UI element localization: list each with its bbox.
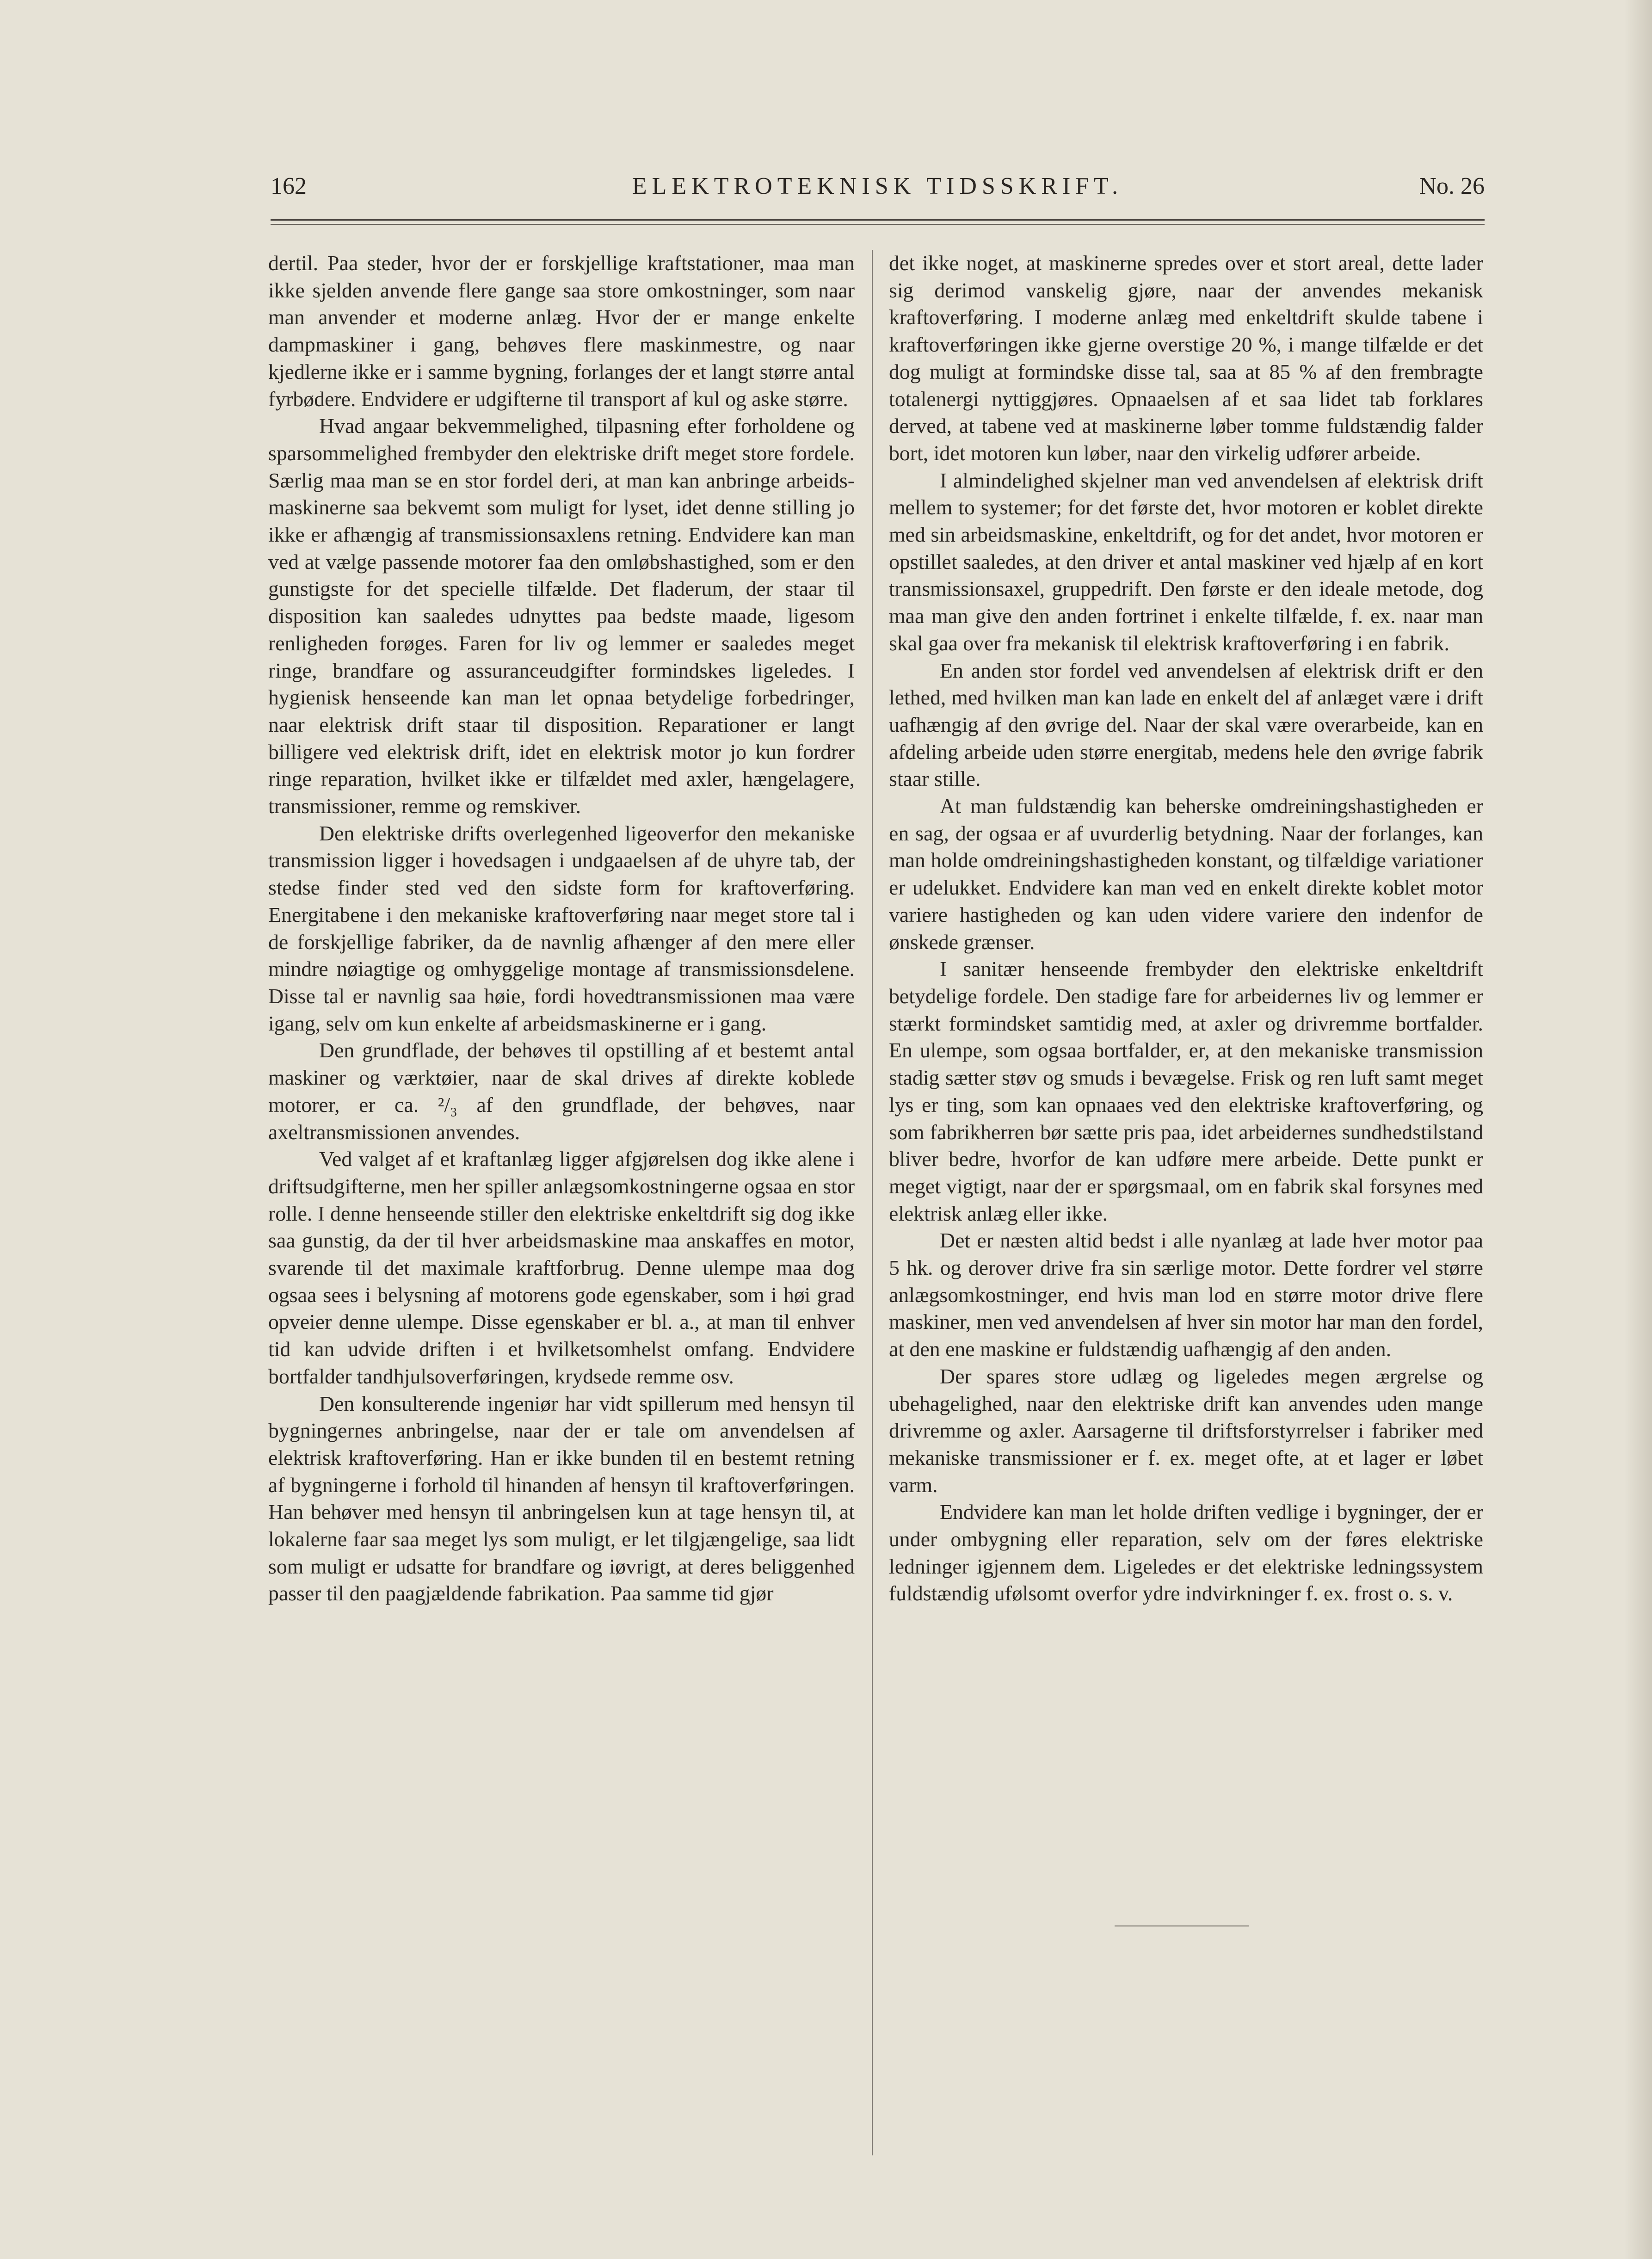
paragraph: Den grundflade, der behøves til opstilling af et bestemt antal maskiner og værktøier, naar de skal drives af direkte koblede motorer, er ca. ²/₃ af den grundflade, der behøves, naar axeltransmissionen anvendes.	[268, 1038, 855, 1144]
paragraph: Den konsulterende ingeniør har vidt spillerum med hensyn til bygningernes anbringelse, naar der er tale om anvendelsen af elektrisk kraftoverføring. Han er ikke bunden til en bestemt retning af bygningerne i forhold til hinanden af hensyn til kraftoverføringen. Han behøver med hensyn til anbringelsen kun at tage hensyn til, at lokalerne faar saa meget lys som muligt, er let tilgjængelige, saa lidt som muligt er udsatte for brandfare og iøvrigt, at deres beliggenhed passer til den paagjældende fabrikation. Paa samme tid gjør	[268, 1391, 855, 1605]
paragraph: Ved valget af et kraftanlæg ligger afgjørelsen dog ikke alene i driftsudgifterne, men her spiller anlægsomkostningerne ogsaa en stor rolle. I denne henseende stiller den elektriske enkeltdrift sig dog ikke saa gunstig, da der til hver arbeidsmaskine maa anskaffes en motor, svarende til det maximale kraftforbrug. Denne ulempe maa dog ogsaa sees i belysning af motorens gode egenskaber, som i høi grad opveier denne ulempe. Disse egenskaber er bl. a., at man til enhver tid kan udvide driften i et hvilketsomhelst omfang. Endvidere bortfalder tandhjulsoverføringen, krydsede remme osv.	[268, 1147, 855, 1388]
paragraph: Endvidere kan man let holde driften vedlige i bygninger, der er under ombygning eller reparation, selv om der føres elektriske ledninger igjennem dem. Ligeledes er det elektriske ledningssystem fuldstændig ufølsomt overfor ydre indvirkninger f. ex. frost o. s. v.	[889, 1500, 1483, 1605]
paragraph: dertil. Paa steder, hvor der er forskjellige kraftstationer, maa man ikke sjelden anvende flere gange saa store omkostninger, som naar man anvender et moderne anlæg. Hvor der er mange enkelte dampmaskiner i gang, behøves flere maskinmestre, og naar kjedlerne ikke er i samme bygning, forlanges der et langt større antal fyrbødere. Endvidere er udgifterne til transport af kul og aske større.	[268, 251, 855, 411]
journal-title: ELEKTROTEKNISK TIDSSKRIFT.	[632, 173, 1123, 199]
right-column	[889, 250, 1483, 1607]
paragraph: det ikke noget, at maskinerne spredes over et stort areal, dette lader sig derimod vanskelig gjøre, naar der anvendes mekanisk kraftoverføring. I moderne anlæg med enkeltdrift skulde tabene i kraftoverføringen ikke gjerne overstige 20 %, i mange tilfælde er det dog muligt at formindske disse tal, saa at 85 % af den frembragte totalenergi nyttiggjøres. Opnaaelsen af et saa lidet tab forklares derved, at tabene ved at maskinerne løber tomme fuldstændig falder bort, idet motoren kun løber, naar den virkelig udfører arbeide.	[889, 251, 1483, 465]
paragraph: I almindelighed skjelner man ved anvendelsen af elektrisk drift mellem to systemer; for det første det, hvor motoren er koblet direkte med sin arbeidsmaskine, enkeltdrift, og for det andet, hvor motoren er opstillet saaledes, at den driver et antal maskiner ved hjælp af en kort transmissionsaxel, gruppedrift. Den første er den ideale metode, dog maa man give den anden fortrinet i enkelte tilfælde, f. ex. naar man skal gaa over fra mekanisk til elektrisk kraftoverføring i en fabrik.	[889, 468, 1483, 655]
page-number: 162	[271, 173, 307, 199]
issue-number: No. 26	[1419, 173, 1485, 199]
column-divider	[872, 250, 873, 2155]
paragraph: At man fuldstændig kan beherske omdreiningshastigheden er en sag, der ogsaa er af uvurderlig betydning. Naar der forlanges, kan man holde omdreiningshastigheden konstant, og tilfældige variationer er udelukket. Endvidere kan man ved en enkelt direkte koblet motor variere hastigheden og kan uden videre variere den indenfor de ønskede grænser.	[889, 794, 1483, 954]
paragraph: I sanitær henseende frembyder den elektriske enkeltdrift betydelige fordele. Den stadige fare for arbeidernes liv og lemmer er stærkt formindsket samtidig med, at axler og drivremme bortfalder. En ulempe, som ogsaa bortfalder, er, at den mekaniske transmission stadig sætter støv og smuds i bevægelse. Frisk og ren luft samt meget lys er ting, som kan opnaaes ved den elektriske kraftoverføring, og som fabrikherren bør sætte pris paa, idet arbeidernes sundhedstilstand bliver bedre, hvorfor de kan udføre mere arbeide. Dette punkt er meget vigtigt, naar der er spørgsmaal, om en fabrik skal forsynes med elektrisk anlæg eller ikke.	[889, 957, 1483, 1225]
paragraph: Der spares store udlæg og ligeledes megen ærgrelse og ubehagelighed, naar den elektriske drift kan anvendes uden mange drivremme og axler. Aarsagerne til driftsforstyrrelser i fabriker med mekaniske transmissioner er f. ex. meget ofte, at et lager er løbet varm.	[889, 1364, 1483, 1497]
paragraph: Hvad angaar bekvemmelighed, tilpasning efter forholdene og sparsommelighed frembyder den elektriske drift meget store fordele. Særlig maa man se en stor fordel deri, at man kan anbringe arbeidsmaskinerne saa bekvemt som muligt for lyset, idet denne stilling jo ikke er afhængig af transmissionsaxlens retning. Endvidere kan man ved at vælge passende motorer faa den omløbshastighed, som er den gunstigste for det specielle tilfælde. Det fladerum, der staar til disposition kan saaledes udnyttes paa bedste maade, ligesom renligheden forøges. Faren for liv og lemmer er saaledes meget ringe, brandfare og assuranceudgifter formindskes ligeledes. I hygienisk henseende kan man let opnaa betydelige forbedringer, naar elektrisk drift staar til disposition. Reparationer er langt billigere ved elektrisk drift, idet en elektrisk motor jo kun fordrer ringe reparation, hvilket ikke er tilfældet med axler, hængelagere, transmissioner, remme og remskiver.	[268, 414, 855, 818]
header-rule-secondary	[271, 224, 1485, 225]
page-header	[271, 169, 1485, 201]
paragraph: En anden stor fordel ved anvendelsen af elektrisk drift er den lethed, med hvilken man kan lade en enkelt del af anlæget være i drift uafhængig af den øvrige del. Naar der skal være overarbeide, kan en afdeling arbeide uden større energitab, medens hele den øvrige fabrik staar stille.	[889, 658, 1483, 791]
paragraph: Det er næsten altid bedst i alle nyanlæg at lade hver motor paa 5 hk. og derover drive fra sin særlige motor. Dette fordrer vel større anlægsomkostninger, end hvis man lod en større motor drive flere maskiner, men ved anvendelsen af hver sin motor har man den fordel, at den ene maskine er fuldstændig uafhængig af den anden.	[889, 1228, 1483, 1361]
paragraph: Den elektriske drifts overlegenhed ligeoverfor den mekaniske transmission ligger i hovedsagen i undgaaelsen af de uhyre tab, der stedse finder sted ved den sidste form for kraftoverføring. Energitabene i den mekaniske kraftoverføring naar meget store tal i de forskjellige fabriker, da de navnlig afhænger af den mere eller mindre nøiagtige og omhyggelige montage af transmissionsdelene. Disse tal er navnlig saa høie, fordi hovedtransmissionen maa være igang, selv om kun enkelte af arbeidsmaskinerne er i gang.	[268, 821, 855, 1035]
page-edge-shadow	[1624, 0, 1652, 2259]
left-column	[268, 250, 855, 1607]
header-rule	[271, 219, 1485, 221]
